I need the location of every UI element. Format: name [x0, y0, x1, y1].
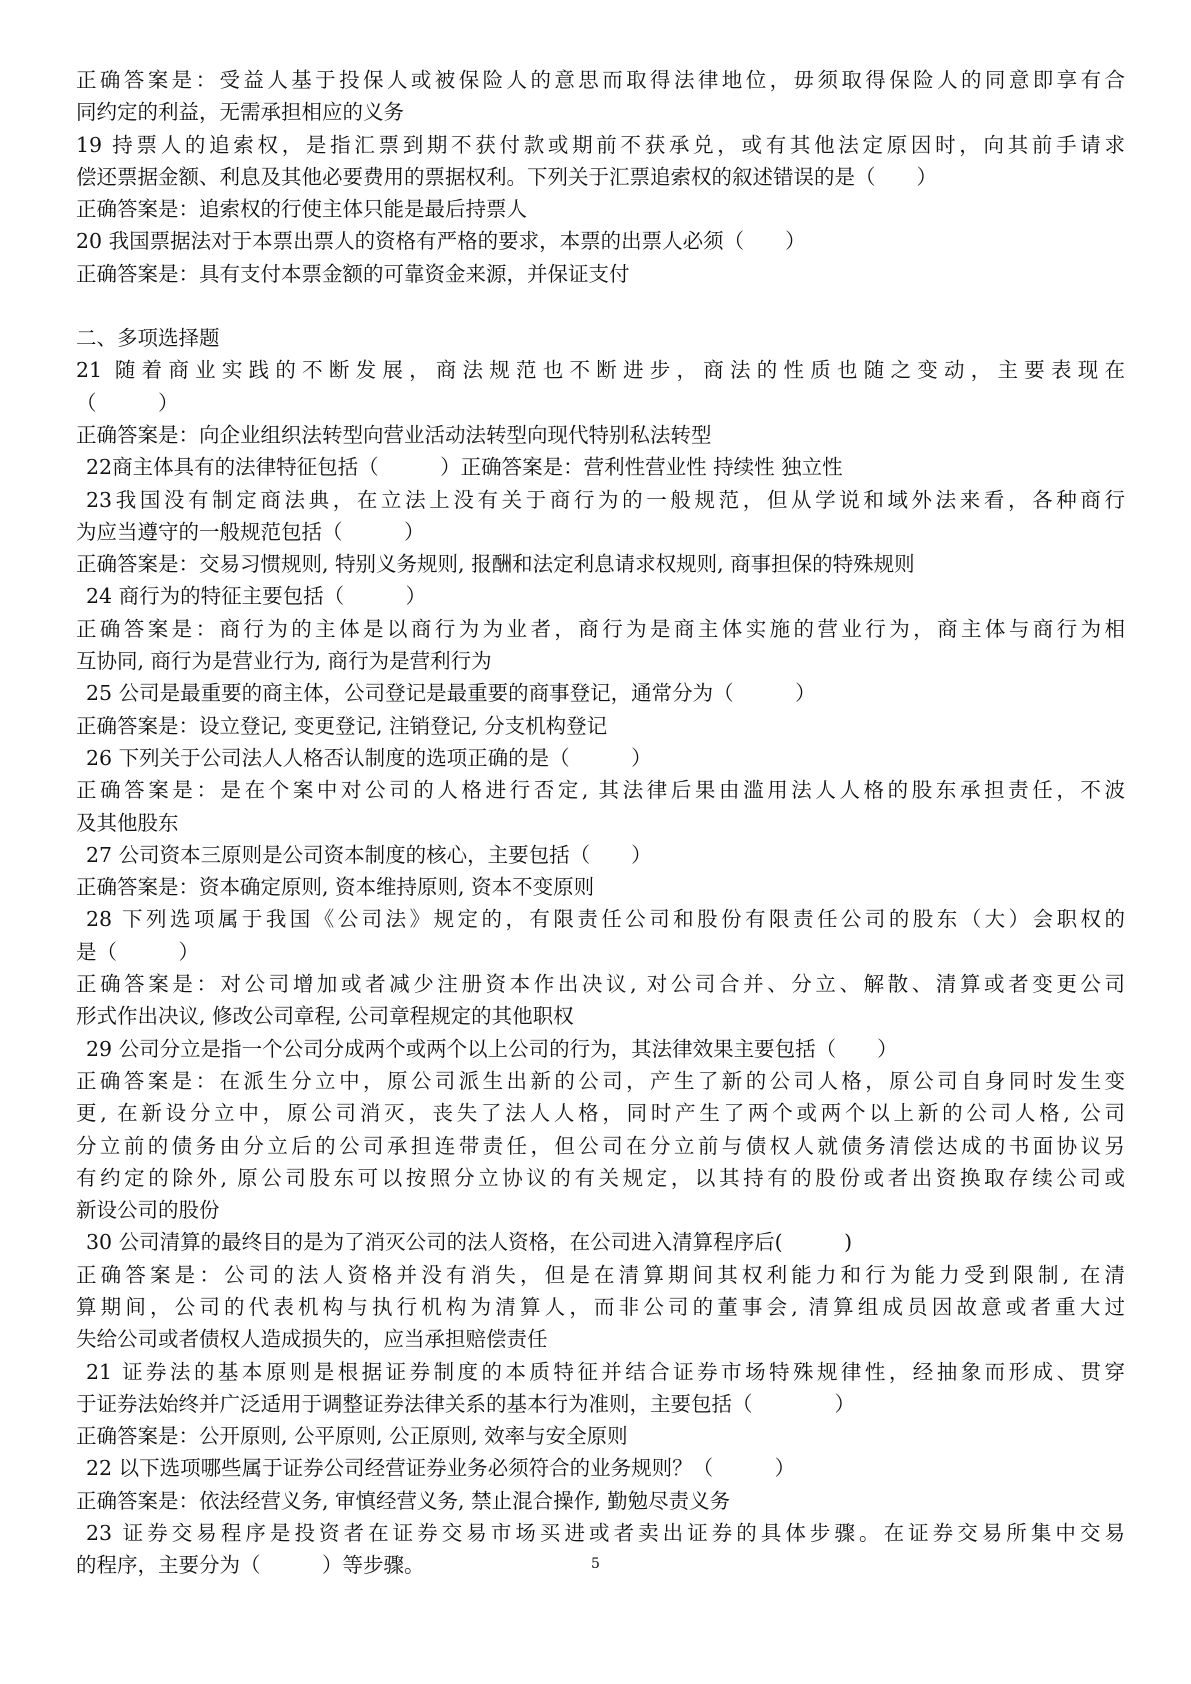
question-29: 29 公司分立是指一个公司分成两个或两个以上公司的行为，其法律效果主要包括（ ） [86, 1036, 898, 1061]
answer-26: 正确答案是：是在个案中对公司的人格进行否定, 其法律后果由滥用法人人格的股东承担责任，不波 [76, 778, 1125, 803]
answer-30-cont: 失给公司或者债权人造成损失的，应当承担赔偿责任 [76, 1327, 548, 1352]
answer-line: 同约定的利益，无需承担相应的义务 [76, 100, 404, 125]
page-number: 5 [591, 1556, 600, 1572]
question-20: 20 我国票据法对于本票出票人的资格有严格的要求，本票的出票人必须（ ） [76, 229, 806, 254]
answer-29-cont: 有约定的除外, 原公司股东可以按照分立协议的有关规定，以其持有的股份或者出资换取存续公司或 [76, 1165, 1125, 1190]
question-22b: 22 以下选项哪些属于证券公司经营证券业务必须符合的业务规则？（ ） [86, 1456, 796, 1481]
question-23b: 23 证券交易程序是投资者在证券交易市场买进或者卖出证券的具体步骤。在证券交易所集中交易 [86, 1521, 1125, 1546]
answer-23: 正确答案是：交易习惯规则, 特别义务规则, 报酬和法定利息请求权规则, 商事担保的特殊规则 [76, 552, 915, 577]
question-23b-cont: 的程序，主要分为（ ）等步骤。 [76, 1553, 425, 1578]
question-30: 30 公司清算的最终目的是为了消灭公司的法人资格，在公司进入清算程序后( ) [86, 1230, 853, 1255]
answer-19: 正确答案是：追索权的行使主体只能是最后持票人 [76, 197, 527, 222]
answer-30-cont: 算期间，公司的代表机构与执行机构为清算人，而非公司的董事会, 清算组成员因故意或者重大过 [76, 1294, 1125, 1319]
question-28-cont: 是（ ） [76, 939, 199, 964]
question-19-cont: 偿还票据金额、利息及其他必要费用的票据权利。下列关于汇票追索权的叙述错误的是（ ） [76, 164, 937, 189]
answer-27: 正确答案是：资本确定原则, 资本维持原则, 资本不变原则 [76, 875, 595, 900]
question-24: 24 商行为的特征主要包括（ ） [86, 584, 427, 609]
answer-29: 正确答案是：在派生分立中，原公司派生出新的公司，产生了新的公司人格，原公司自身同时发生变 [76, 1068, 1125, 1093]
question-28: 28 下列选项属于我国《公司法》规定的，有限责任公司和股份有限责任公司的股东（大）会职权的 [86, 907, 1125, 932]
answer-26-cont: 及其他股东 [76, 810, 179, 835]
question-21b: 21 证券法的基本原则是根据证券制度的本质特征并结合证券市场特殊规律性，经抽象而形成、贯穿 [86, 1359, 1125, 1384]
question-22: 22商主体具有的法律特征包括（ ）正确答案是：营利性营业性 持续性 独立性 [86, 455, 843, 480]
answer-21: 正确答案是：向企业组织法转型向营业活动法转型向现代特别私法转型 [76, 422, 712, 447]
answer-line: 正确答案是：受益人基于投保人或被保险人的意思而取得法律地位，毋须取得保险人的同意即享有合 [76, 68, 1125, 92]
question-21: 21 随着商业实践的不断发展，商法规范也不断进步，商法的性质也随之变动，主要表现在 [76, 358, 1125, 383]
answer-29-cont: 新设公司的股份 [76, 1198, 220, 1223]
answer-28: 正确答案是：对公司增加或者减少注册资本作出决议, 对公司合并、分立、解散、清算或者变更公司 [76, 972, 1125, 997]
question-21-cont: （ ） [76, 390, 179, 415]
question-23-cont: 为应当遵守的一般规范包括（ ） [76, 519, 425, 544]
answer-28-cont: 形式作出决议, 修改公司章程, 公司章程规定的其他职权 [76, 1004, 574, 1029]
answer-22b: 正确答案是：依法经营义务, 审慎经营义务, 禁止混合操作, 勤勉尽责义务 [76, 1488, 731, 1513]
answer-29-cont: 更, 在新设分立中，原公司消灭，丧失了法人人格，同时产生了两个或两个以上新的公司人格, 公司 [76, 1101, 1125, 1126]
question-27: 27 公司资本三原则是公司资本制度的核心，主要包括（ ） [86, 842, 652, 867]
question-23: 23我国没有制定商法典，在立法上没有关于商行为的一般规范，但从学说和域外法来看，各种商行 [86, 487, 1125, 512]
answer-20: 正确答案是：具有支付本票金额的可靠资金来源，并保证支付 [76, 261, 630, 286]
answer-21b: 正确答案是：公开原则, 公平原则, 公正原则, 效率与安全原则 [76, 1424, 628, 1449]
answer-30: 正确答案是：公司的法人资格并没有消失，但是在清算期间其权利能力和行为能力受到限制, 在清 [76, 1262, 1125, 1287]
answer-25: 正确答案是：设立登记, 变更登记, 注销登记, 分支机构登记 [76, 713, 608, 738]
answer-24: 正确答案是：商行为的主体是以商行为为业者，商行为是商主体实施的营业行为，商主体与商行为相 [76, 616, 1125, 641]
blank-line [76, 290, 1125, 322]
question-19: 19 持票人的追索权，是指汇票到期不获付款或期前不获承兑，或有其他法定原因时，向其前手请求 [76, 132, 1125, 157]
question-21b-cont: 于证券法始终并广泛适用于调整证券法律关系的基本行为准则，主要包括（ ） [76, 1391, 855, 1416]
section-heading: 二、多项选择题 [76, 326, 220, 351]
question-26: 26 下列关于公司法人人格否认制度的选项正确的是（ ） [86, 745, 652, 770]
question-25: 25 公司是最重要的商主体，公司登记是最重要的商事登记，通常分为（ ） [86, 681, 816, 706]
answer-24-cont: 互协同, 商行为是营业行为, 商行为是营利行为 [76, 649, 492, 674]
answer-29-cont: 分立前的债务由分立后的公司承担连带责任，但公司在分立前与债权人就债务清偿达成的书面协议另 [76, 1133, 1125, 1158]
